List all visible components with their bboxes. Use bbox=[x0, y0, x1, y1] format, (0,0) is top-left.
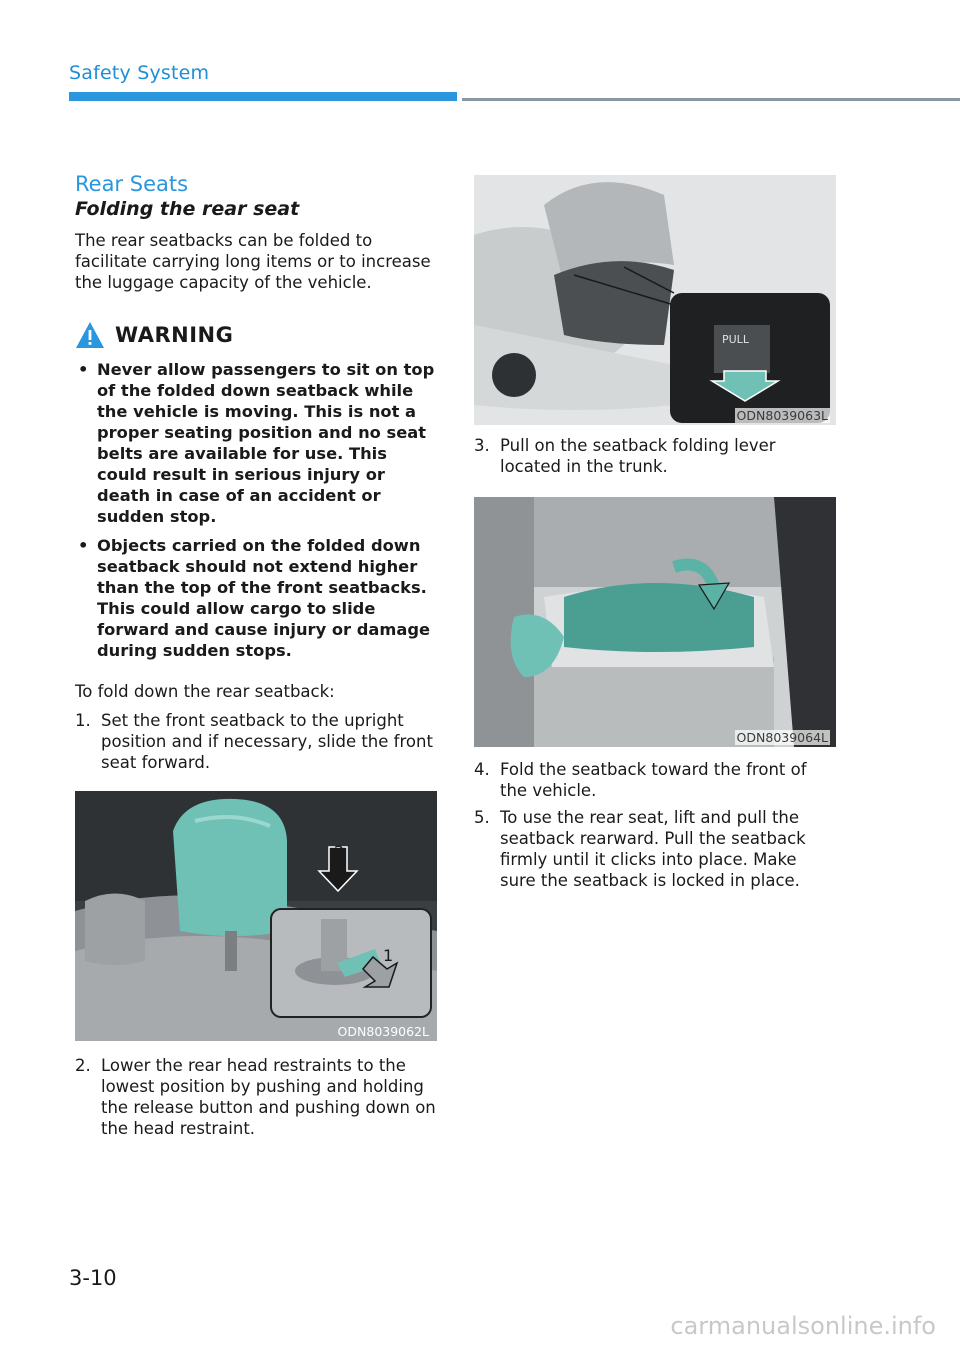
header-rule bbox=[462, 98, 960, 101]
pull-label: PULL bbox=[722, 333, 749, 346]
callout-1-label: 1 bbox=[383, 946, 394, 965]
step-text: Pull on the seatback folding lever located in the trunk. bbox=[500, 436, 776, 476]
steps-list-right-2 bbox=[474, 759, 836, 891]
figure-head-restraint bbox=[75, 791, 437, 1041]
warning-label: WARNING bbox=[115, 323, 234, 347]
right-column bbox=[474, 175, 836, 897]
intro-paragraph: The rear seatbacks can be folded to facilitate carrying long items or to increase the luggage capacity of the vehicle. bbox=[75, 231, 431, 292]
figure-fold-seatback bbox=[474, 497, 836, 747]
step-number: 3. bbox=[474, 436, 490, 455]
header-accent-bar bbox=[69, 92, 457, 101]
left-column bbox=[75, 172, 437, 1145]
callout-2-label: 2 bbox=[334, 842, 345, 861]
warning-list bbox=[75, 359, 437, 661]
step-number: 1. bbox=[75, 711, 91, 730]
step-text: Set the front seatback to the upright position and if necessary, slide the front seat forward. bbox=[101, 711, 433, 772]
warning-triangle-icon bbox=[75, 321, 105, 349]
step-number: 5. bbox=[474, 808, 490, 827]
figure-trunk-lever bbox=[474, 175, 836, 425]
figure-code: ODN8039062L bbox=[337, 1024, 429, 1039]
header-section-title: Safety System bbox=[69, 62, 210, 84]
step-item bbox=[474, 807, 836, 891]
watermark: carmanualsonline.info bbox=[670, 1312, 936, 1340]
warning-item: • Never allow passengers to sit on top of the folded down seatback while the vehicle is moving. This is not a proper seating position and no seat belts are available for use. This could result in serious injury or death in case of an accident or sudden stop. bbox=[75, 359, 437, 527]
trunk-lever-illustration bbox=[474, 175, 836, 425]
warning-item: • Objects carried on the folded down seatback should not extend higher than the top of the front seatbacks. This could allow cargo to slide forward and cause injury or damage during sudden stops. bbox=[75, 535, 437, 661]
step-item bbox=[75, 1055, 437, 1139]
steps-list-right-1 bbox=[474, 435, 836, 477]
step-text: Fold the seatback toward the front of the vehicle. bbox=[500, 760, 807, 800]
steps-list-left-1 bbox=[75, 710, 437, 773]
step-item bbox=[474, 435, 836, 477]
step-number: 4. bbox=[474, 760, 490, 779]
subsection-heading: Folding the rear seat bbox=[75, 198, 300, 220]
step-item bbox=[474, 759, 836, 801]
step-text: To use the rear seat, lift and pull the seatback rearward. Pull the seatback firmly until it clicks into place. Make sure the seatback is locked in place. bbox=[500, 808, 806, 890]
fold-seatback-illustration bbox=[474, 497, 836, 747]
figure-code: ODN8039063L bbox=[736, 408, 828, 423]
steps-lead: To fold down the rear seatback: bbox=[75, 682, 335, 701]
figure-code: ODN8039064L bbox=[736, 730, 828, 745]
step-item bbox=[75, 710, 437, 773]
step-number: 2. bbox=[75, 1056, 91, 1075]
steps-list-left-2 bbox=[75, 1055, 437, 1139]
section-heading: Rear Seats bbox=[75, 172, 189, 196]
page-number: 3-10 bbox=[69, 1266, 117, 1290]
head-restraint-illustration bbox=[75, 791, 437, 1041]
warning-header bbox=[75, 321, 437, 349]
step-text: Lower the rear head restraints to the lowest position by pushing and holding the release button and pushing down on the head restraint. bbox=[101, 1056, 436, 1138]
